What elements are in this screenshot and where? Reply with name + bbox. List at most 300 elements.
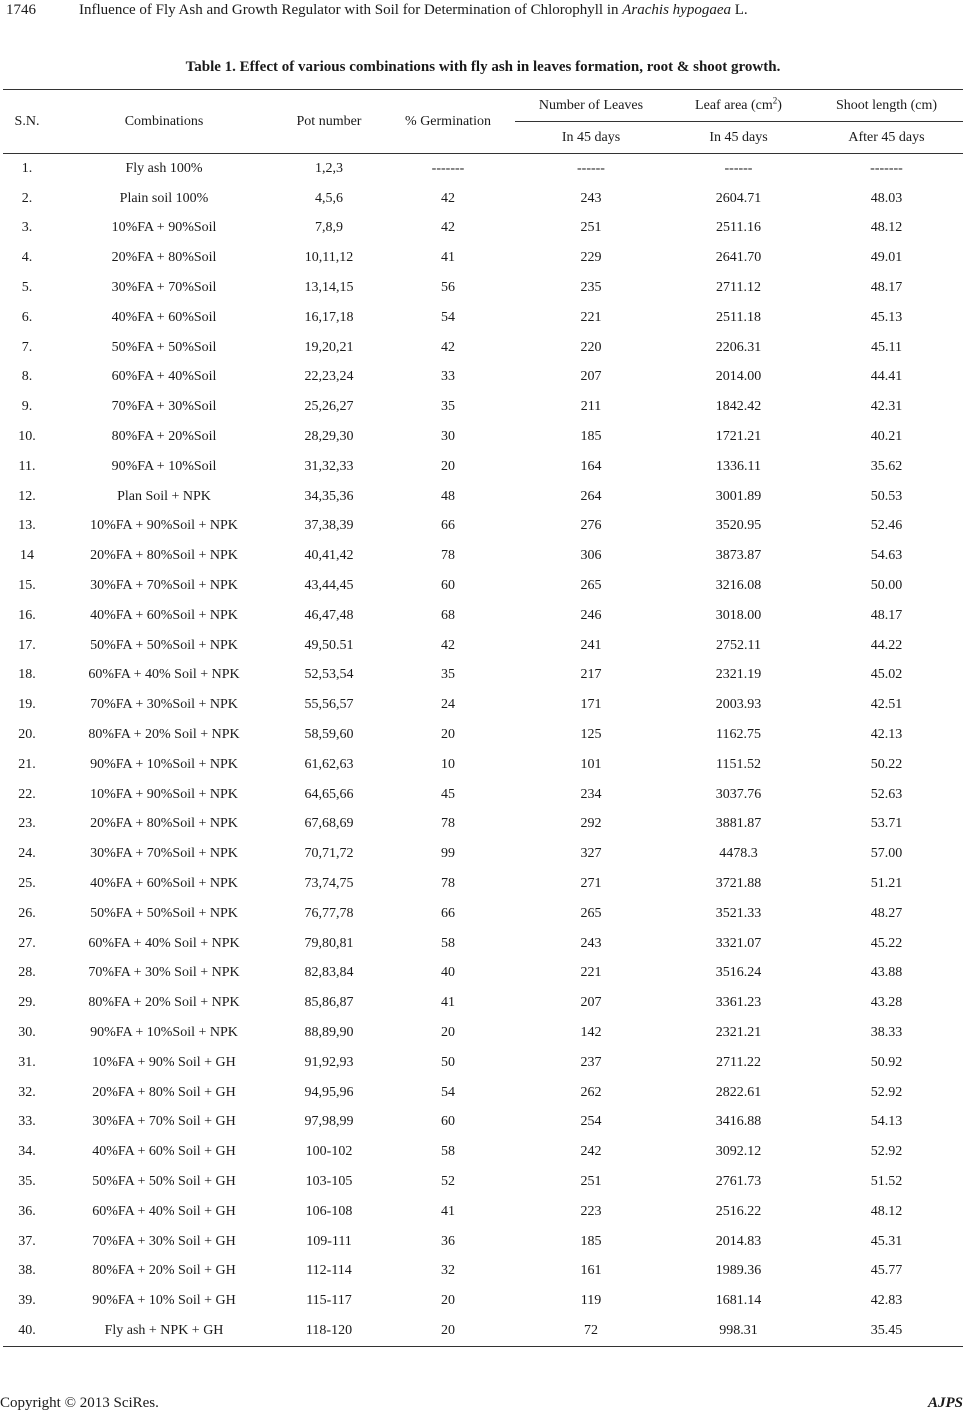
cell-pot-number: 19,20,21: [304, 339, 354, 355]
table-row: [3, 631, 963, 661]
table-row: [3, 422, 963, 452]
cell-shoot-length: 50.22: [870, 756, 903, 772]
copyright-notice: Copyright © 2013 SciRes.: [0, 1395, 159, 1411]
cell-leaves: 185: [580, 429, 602, 445]
journal-abbreviation: AJPS: [927, 1395, 963, 1411]
cell-shoot-length: 38.33: [870, 1025, 903, 1040]
cell-leaf-area: 3001.89: [715, 488, 762, 504]
cell-leaf-area: 2752.11: [716, 637, 761, 653]
cell-pot-number: 88,89,90: [304, 1025, 354, 1040]
cell-pot-number: 34,35,36: [304, 488, 354, 504]
cell-germination: 41: [441, 995, 455, 1011]
cell-combination: 50%FA + 50%Soil + NPK: [90, 637, 238, 653]
cell-leaves: 264: [580, 488, 602, 504]
cell-leaves: 125: [580, 727, 602, 743]
cell-leaf-area: 2711.22: [716, 1054, 761, 1070]
cell-germination: 20: [441, 727, 455, 743]
table-row: [3, 601, 963, 631]
cell-combination: 70%FA + 30% Soil + NPK: [88, 965, 240, 981]
cell-germination: 42: [441, 637, 455, 653]
cell-leaf-area: 1989.36: [715, 1263, 762, 1279]
cell-leaf-area: 1151.52: [716, 756, 761, 772]
running-title-species: Arachis hypogaea: [622, 2, 731, 18]
cell-germination: 58: [441, 1144, 455, 1160]
cell-sn: 10.: [18, 429, 36, 445]
cell-shoot-length: 48.17: [870, 280, 903, 296]
cell-shoot-length: 48.27: [870, 905, 903, 921]
cell-shoot-length: 42.31: [870, 399, 903, 415]
table-row: [3, 333, 963, 363]
table-row: [3, 1108, 963, 1138]
cell-combination: 30%FA + 70% Soil + GH: [92, 1114, 236, 1130]
cell-leaf-area: 3520.95: [715, 518, 762, 534]
cell-sn: 12.: [18, 488, 36, 504]
cell-germination: 41: [441, 250, 455, 266]
cell-pot-number: 61,62,63: [304, 756, 354, 772]
cell-combination: 10%FA + 90%Soil + NPK: [90, 518, 238, 534]
cell-leaves: 251: [580, 1173, 602, 1189]
cell-combination: 80%FA + 20%Soil: [111, 429, 217, 445]
cell-leaves: 72: [515, 1316, 667, 1346]
cell-shoot-length: 53.71: [870, 816, 903, 832]
cell-shoot-length: 42.83: [870, 1293, 903, 1309]
cell-pot-number: 1,2,3: [315, 160, 343, 176]
cell-pot-number: 109-111: [306, 1233, 352, 1249]
cell-leaf-area: 2822.61: [715, 1084, 762, 1100]
col-header-combinations: Combinations: [51, 90, 277, 154]
cell-leaf-area: 2014.00: [715, 369, 762, 385]
cell-combination: 50%FA + 50%Soil + NPK: [90, 905, 238, 921]
table-row: [3, 303, 963, 333]
cell-leaf-area: 3018.00: [715, 607, 762, 623]
cell-sn: 32.: [18, 1084, 36, 1100]
cell-germination: 52: [441, 1173, 455, 1189]
cell-leaves: 265: [580, 905, 602, 921]
col-header-germination: % Germination: [381, 90, 515, 154]
cell-combination: Plain soil 100%: [119, 190, 209, 206]
cell-sn: 33.: [18, 1114, 36, 1130]
cell-sn: 31.: [18, 1054, 36, 1070]
cell-pot-number: 58,59,60: [304, 727, 354, 743]
cell-leaf-area: 3321.07: [715, 935, 762, 951]
cell-leaves: 235: [580, 280, 602, 296]
cell-germination: 48: [441, 488, 455, 504]
cell-shoot-length: 48.12: [870, 1203, 903, 1219]
cell-combination: 80%FA + 20% Soil + NPK: [88, 727, 240, 743]
cell-pot-number: 85,86,87: [304, 995, 354, 1011]
cell-germination: 50: [441, 1054, 455, 1070]
table-row: [3, 363, 963, 393]
cell-sn: 27.: [18, 935, 36, 951]
cell-germination: 45: [441, 786, 455, 802]
cell-leaves: 254: [580, 1114, 602, 1130]
cell-pot-number: 31,32,33: [304, 458, 354, 474]
cell-leaves: 251: [580, 220, 602, 236]
cell-leaves: 221: [580, 965, 602, 981]
running-title-end: L.: [731, 2, 748, 18]
cell-combination: 60%FA + 40% Soil + NPK: [88, 935, 240, 951]
cell-sn: 39.: [18, 1293, 36, 1309]
cell-combination: 40%FA + 60% Soil + GH: [92, 1144, 236, 1160]
cell-combination: 60%FA + 40% Soil + GH: [92, 1203, 236, 1219]
cell-leaf-area: 3873.87: [715, 548, 762, 564]
cell-leaf-area: 1842.42: [715, 399, 762, 415]
cell-germination: 10: [441, 756, 455, 772]
table-row: [3, 392, 963, 422]
cell-leaf-area: ------: [724, 160, 753, 176]
cell-shoot-length: 48.03: [870, 190, 903, 206]
cell-germination: 56: [441, 280, 455, 296]
page-number: 1746: [6, 2, 36, 18]
cell-combination: 60%FA + 40%Soil: [111, 369, 217, 385]
cell-leaf-area: 2641.70: [715, 250, 762, 266]
subheader-shoot-length: After 45 days: [810, 122, 963, 154]
cell-sn: 3.: [21, 220, 33, 236]
cell-sn: 8.: [21, 369, 33, 385]
cell-germination: 42: [441, 339, 455, 355]
cell-germination: 78: [441, 548, 455, 564]
cell-leaf-area: 4478.3: [719, 846, 758, 862]
table-row: [3, 959, 963, 989]
cell-leaves: 292: [580, 816, 602, 832]
cell-sn: 2.: [21, 190, 33, 206]
table-row: [3, 1256, 963, 1286]
running-header: [0, 0, 966, 24]
cell-germination: 66: [441, 905, 455, 921]
cell-sn: 15.: [18, 578, 36, 594]
table-row: [3, 899, 963, 929]
table-row: [3, 810, 963, 840]
cell-germination: 99: [441, 846, 455, 862]
cell-shoot-length: 35.62: [870, 458, 903, 474]
cell-leaves: 243: [580, 190, 602, 206]
cell-combination: 40%FA + 60%Soil + NPK: [90, 876, 238, 892]
cell-shoot-length: 42.51: [870, 697, 903, 713]
table-row: [3, 1167, 963, 1197]
cell-pot-number: 4,5,6: [315, 190, 343, 206]
cell-shoot-length: 43.28: [870, 995, 903, 1011]
cell-germination: 35: [441, 667, 455, 683]
cell-pot-number: 112-114: [306, 1263, 352, 1279]
cell-combination: Plan Soil + NPK: [117, 488, 211, 504]
cell-leaves: 243: [580, 935, 602, 951]
cell-combination: 30%FA + 70%Soil + NPK: [90, 578, 238, 594]
cell-pot-number: 22,23,24: [304, 369, 354, 385]
cell-sn: 29.: [18, 995, 36, 1011]
cell-leaves: 237: [580, 1054, 602, 1070]
cell-leaf-area: 2206.31: [715, 339, 762, 355]
cell-germination: 68: [441, 607, 455, 623]
cell-germination: 42: [441, 220, 455, 236]
cell-leaves: 265: [580, 578, 602, 594]
cell-leaf-area: 3361.23: [715, 995, 762, 1011]
table-row: [3, 929, 963, 959]
cell-shoot-length: 45.11: [871, 339, 902, 355]
table-row: [3, 750, 963, 780]
cell-pot-number: 64,65,66: [304, 786, 354, 802]
cell-sn: 25.: [18, 876, 36, 892]
cell-pot-number: 28,29,30: [304, 429, 354, 445]
cell-combination: 80%FA + 20% Soil + NPK: [88, 995, 240, 1011]
cell-sn: 9.: [21, 399, 33, 415]
cell-sn: 36.: [18, 1203, 36, 1219]
cell-pot-number: 7,8,9: [315, 220, 343, 236]
cell-leaves: 234: [580, 786, 602, 802]
leaf-area-close: ): [777, 97, 782, 113]
cell-leaf-area: 2003.93: [715, 697, 762, 713]
cell-pot-number: 94,95,96: [304, 1084, 354, 1100]
cell-sn: 7.: [21, 339, 33, 355]
col-header-shoot-length: Shoot length (cm): [810, 90, 963, 122]
cell-leaves: 217: [580, 667, 602, 683]
cell-sn: 16.: [18, 607, 36, 623]
cell-sn: 40.: [3, 1316, 51, 1346]
cell-shoot-length: 50.53: [870, 488, 903, 504]
cell-pot-number: 10,11,12: [304, 250, 354, 266]
cell-leaves: 207: [580, 369, 602, 385]
cell-leaves: 220: [580, 339, 602, 355]
cell-leaves: 242: [580, 1144, 602, 1160]
table-row: [3, 1227, 963, 1257]
table-row: [3, 839, 963, 869]
cell-leaves: 223: [580, 1203, 602, 1219]
cell-pot-number: 40,41,42: [304, 548, 354, 564]
cell-leaves: 327: [580, 846, 602, 862]
cell-leaves: 229: [580, 250, 602, 266]
cell-sn: 1.: [21, 160, 33, 176]
cell-germination: 24: [441, 697, 455, 713]
col-header-leaves: Number of Leaves: [515, 90, 667, 122]
table-body: [3, 154, 963, 1347]
cell-leaves: 185: [580, 1233, 602, 1249]
cell-leaf-area: 2014.83: [715, 1233, 762, 1249]
cell-pot-number: 79,80,81: [304, 935, 354, 951]
cell-sn: 11.: [18, 458, 36, 474]
leaf-area-label: Leaf area (cm: [695, 97, 773, 113]
cell-leaf-area: 3216.08: [715, 578, 762, 594]
cell-germination: 32: [441, 1263, 455, 1279]
cell-leaf-area: 3092.12: [715, 1144, 762, 1160]
cell-germination: 78: [441, 816, 455, 832]
cell-leaf-area: 998.31: [667, 1316, 810, 1346]
cell-leaf-area: 2516.22: [715, 1203, 762, 1219]
cell-shoot-length: 54.63: [870, 548, 903, 564]
table-row: [3, 690, 963, 720]
cell-sn: 30.: [18, 1025, 36, 1040]
table-row: [3, 482, 963, 512]
cell-shoot-length: 52.63: [870, 786, 903, 802]
cell-shoot-length: -------: [870, 160, 903, 176]
col-header-leaf-area: [667, 90, 810, 122]
cell-leaves: 119: [580, 1293, 602, 1309]
cell-combination: 90%FA + 10% Soil + GH: [92, 1293, 236, 1309]
cell-shoot-length: 49.01: [870, 250, 903, 266]
cell-pot-number: 37,38,39: [304, 518, 354, 534]
cell-leaf-area: 2711.12: [716, 280, 761, 296]
cell-sn: 35.: [18, 1173, 36, 1189]
cell-sn: 26.: [18, 905, 36, 921]
cell-combination: 10%FA + 90% Soil + GH: [92, 1054, 236, 1070]
table-row: [3, 273, 963, 303]
col-header-sn: S.N.: [3, 90, 51, 154]
table-row: [3, 214, 963, 244]
table-row: [3, 988, 963, 1018]
cell-combination: 20%FA + 80% Soil + GH: [92, 1084, 236, 1100]
cell-pot-number: 82,83,84: [304, 965, 354, 981]
cell-shoot-length: 52.92: [870, 1144, 903, 1160]
cell-shoot-length: 48.12: [870, 220, 903, 236]
cell-combination: 10%FA + 90%Soil + NPK: [90, 786, 238, 802]
cell-shoot-length: 54.13: [870, 1114, 903, 1130]
cell-combination: Fly ash + NPK + GH: [51, 1316, 277, 1346]
cell-leaf-area: 2321.19: [715, 667, 762, 683]
cell-combination: 70%FA + 30% Soil + GH: [92, 1233, 236, 1249]
cell-germination: 42: [441, 190, 455, 206]
cell-sn: 22.: [18, 786, 36, 802]
cell-germination: 20: [381, 1316, 515, 1346]
table-row: [3, 1316, 963, 1346]
cell-combination: 10%FA + 90%Soil: [111, 220, 217, 236]
cell-germination: 60: [441, 578, 455, 594]
cell-combination: 30%FA + 70%Soil + NPK: [90, 846, 238, 862]
cell-leaves: 221: [580, 309, 602, 325]
cell-germination: 54: [441, 1084, 455, 1100]
header-row-1: [3, 90, 963, 122]
cell-germination: 20: [441, 1293, 455, 1309]
cell-leaf-area: 2511.18: [716, 309, 761, 325]
cell-shoot-length: 44.41: [870, 369, 903, 385]
cell-combination: 70%FA + 30%Soil + NPK: [90, 697, 238, 713]
cell-shoot-length: 42.13: [870, 727, 903, 743]
results-table: [3, 89, 963, 1347]
cell-combination: 90%FA + 10%Soil + NPK: [90, 1025, 238, 1040]
cell-leaf-area: 2761.73: [715, 1173, 762, 1189]
cell-pot-number: 55,56,57: [304, 697, 354, 713]
cell-pot-number: 97,98,99: [304, 1114, 354, 1130]
cell-combination: Fly ash 100%: [125, 160, 203, 176]
cell-pot-number: 13,14,15: [304, 280, 354, 296]
cell-shoot-length: 35.45: [810, 1316, 963, 1346]
table-row: [3, 1286, 963, 1316]
cell-leaf-area: 2321.21: [715, 1025, 762, 1040]
cell-combination: 30%FA + 70%Soil: [111, 280, 217, 296]
cell-combination: 50%FA + 50% Soil + GH: [92, 1173, 236, 1189]
cell-leaf-area: 3416.88: [715, 1114, 762, 1130]
cell-pot-number: 25,26,27: [304, 399, 354, 415]
cell-leaves: 276: [580, 518, 602, 534]
cell-shoot-length: 52.92: [870, 1084, 903, 1100]
cell-leaf-area: 2604.71: [715, 190, 762, 206]
cell-leaves: 171: [580, 697, 602, 713]
cell-leaves: 101: [580, 756, 602, 772]
cell-pot-number: 16,17,18: [304, 309, 354, 325]
cell-leaf-area: 2511.16: [716, 220, 761, 236]
table-row: [3, 541, 963, 571]
cell-pot-number: 43,44,45: [304, 578, 354, 594]
cell-germination: 66: [441, 518, 455, 534]
table-row: [3, 452, 963, 482]
cell-leaves: 164: [580, 458, 602, 474]
cell-pot-number: 73,74,75: [304, 876, 354, 892]
cell-combination: 20%FA + 80%Soil: [111, 250, 217, 266]
col-header-pot-number: Pot number: [277, 90, 381, 154]
running-title-main: Influence of Fly Ash and Growth Regulator with Soil for Determination of Chlorophyll in: [79, 2, 623, 18]
cell-shoot-length: 57.00: [870, 846, 903, 862]
running-title: [79, 2, 748, 19]
cell-leaves: 161: [580, 1263, 602, 1279]
cell-sn: 24.: [18, 846, 36, 862]
cell-shoot-length: 51.21: [870, 876, 903, 892]
leaf-area-superscript: 2: [772, 94, 778, 105]
cell-combination: 20%FA + 80%Soil + NPK: [90, 548, 238, 564]
table-row: [3, 154, 963, 184]
cell-shoot-length: 48.17: [870, 607, 903, 623]
cell-germination: 41: [441, 1203, 455, 1219]
table-row: [3, 184, 963, 214]
cell-combination: 60%FA + 40% Soil + NPK: [88, 667, 240, 683]
cell-shoot-length: 51.52: [870, 1173, 903, 1189]
cell-shoot-length: 40.21: [870, 429, 903, 445]
cell-leaf-area: 3721.88: [715, 876, 762, 892]
cell-sn: 17.: [18, 637, 36, 653]
cell-combination: 70%FA + 30%Soil: [111, 399, 217, 415]
cell-germination: 78: [441, 876, 455, 892]
cell-shoot-length: 45.02: [870, 667, 903, 683]
cell-leaves: 306: [580, 548, 602, 564]
cell-leaf-area: 1336.11: [716, 458, 761, 474]
table-row: [3, 720, 963, 750]
cell-sn: 19.: [18, 697, 36, 713]
cell-leaves: 207: [580, 995, 602, 1011]
table-caption: Table 1. Effect of various combinations with fly ash in leaves formation, root & shoot growth.: [185, 59, 781, 75]
table-row: [3, 571, 963, 601]
cell-pot-number: 106-108: [305, 1203, 353, 1219]
cell-sn: 37.: [18, 1233, 36, 1249]
cell-germination: 58: [441, 935, 455, 951]
cell-shoot-length: 44.22: [870, 637, 903, 653]
cell-combination: 40%FA + 60%Soil: [111, 309, 217, 325]
cell-combination: 20%FA + 80%Soil + NPK: [90, 816, 238, 832]
table-row: [3, 780, 963, 810]
cell-sn: 4.: [21, 250, 33, 266]
cell-sn: 6.: [21, 309, 33, 325]
cell-sn: 23.: [18, 816, 36, 832]
cell-combination: 90%FA + 10%Soil + NPK: [90, 756, 238, 772]
cell-sn: 13.: [18, 518, 36, 534]
cell-pot-number: 70,71,72: [304, 846, 354, 862]
table-row: [3, 1137, 963, 1167]
cell-germination: 20: [441, 458, 455, 474]
cell-shoot-length: 52.46: [870, 518, 903, 534]
table-row: [3, 1197, 963, 1227]
cell-leaves: ------: [577, 160, 605, 176]
cell-pot-number: 76,77,78: [304, 905, 354, 921]
cell-pot-number: 100-102: [305, 1144, 353, 1160]
cell-leaves: 241: [580, 637, 602, 653]
cell-leaves: 262: [580, 1084, 602, 1100]
cell-leaf-area: 1681.14: [715, 1293, 762, 1309]
cell-leaf-area: 3881.87: [715, 816, 762, 832]
cell-leaves: 246: [580, 607, 602, 623]
cell-sn: 34.: [18, 1144, 36, 1160]
cell-leaf-area: 1721.21: [715, 429, 762, 445]
cell-germination: -------: [431, 160, 465, 176]
cell-germination: 54: [441, 309, 455, 325]
cell-sn: 5.: [21, 280, 33, 296]
subheader-leaves: In 45 days: [515, 122, 667, 154]
cell-germination: 36: [441, 1233, 455, 1249]
cell-pot-number: 103-105: [305, 1173, 353, 1189]
